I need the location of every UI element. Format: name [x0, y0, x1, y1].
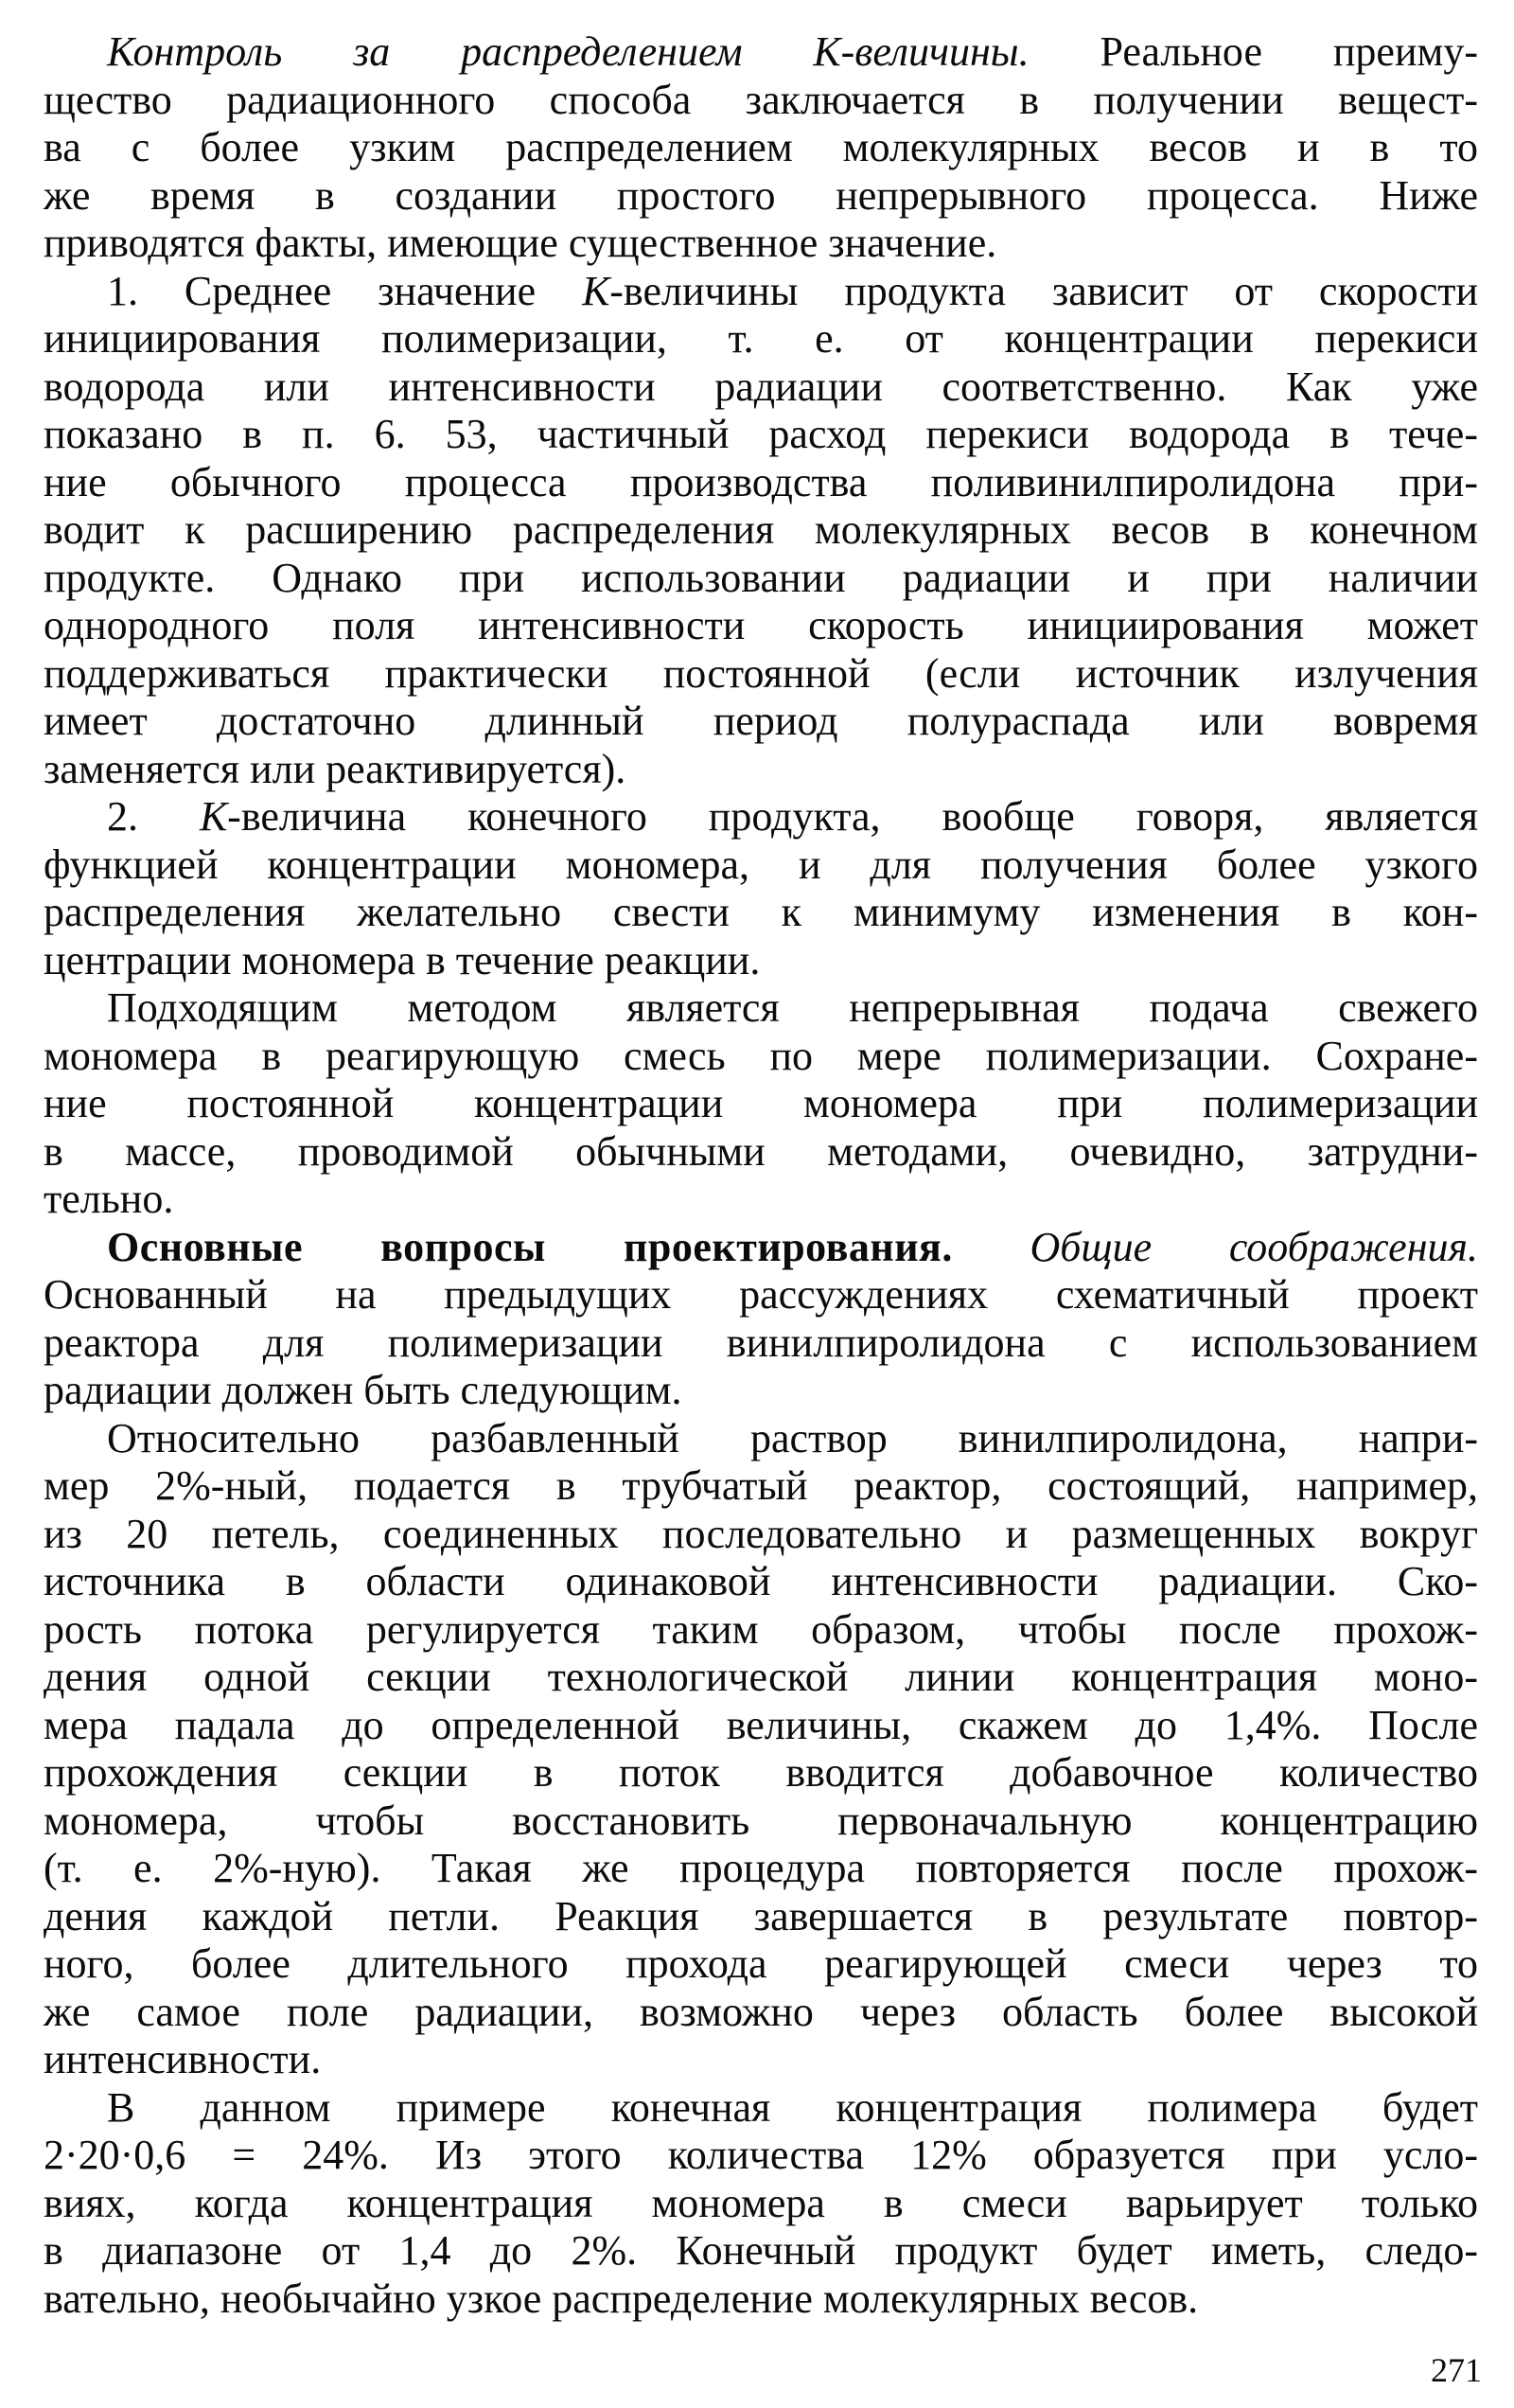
- text-segment: Общие соображения.: [952, 1223, 1478, 1270]
- text-line: [44, 77, 1478, 125]
- text-segment: Реальное преиму-: [1029, 28, 1478, 75]
- text-segment: водорода или интенсивности радиации соответственно. Как уже: [44, 363, 1478, 410]
- text-segment: Подходящим методом является непрерывная подача свежего: [107, 984, 1478, 1031]
- text-segment: Основанный на предыдущих рассуждениях схематичный проект: [44, 1271, 1478, 1318]
- text-segment: щество радиационного способа заключается в получении вещест-: [44, 76, 1478, 123]
- text-segment: К: [582, 267, 610, 314]
- text-line: [44, 1606, 1478, 1655]
- text-segment: Контроль за распределением К-величины.: [107, 28, 1030, 75]
- text-line: [44, 124, 1478, 172]
- text-line: [44, 1940, 1478, 1989]
- text-segment: же время в создании простого непрерывного процесса. Ниже: [44, 171, 1478, 219]
- text-segment: водит к расширению распределения молекулярных весов в конечном: [44, 506, 1478, 553]
- text-segment: В данном примере конечная концентрация полимера будет: [107, 2083, 1478, 2131]
- text-line: [44, 2227, 1478, 2275]
- text-line: [44, 650, 1478, 699]
- text-line: [44, 937, 1478, 985]
- text-segment: поддерживаться практически постоянной (если источник излучения: [44, 649, 1478, 697]
- text-line: [44, 363, 1478, 412]
- text-segment: вательно, необычайно узкое распределение молекулярных весов.: [44, 2275, 1199, 2322]
- text-segment: (т. е. 2%-ную). Такая же процедура повторяется после прохож-: [44, 1845, 1478, 1891]
- text-line: [44, 220, 1478, 268]
- text-segment: ва с более узким распределением молекулярных весов и в то: [44, 124, 1478, 170]
- text-segment: Основные вопросы проектирования.: [107, 1223, 953, 1270]
- text-segment: ние постоянной концентрации мономера при полимеризации: [44, 1080, 1478, 1126]
- text-line: [44, 698, 1478, 746]
- text-segment: показано в п. 6. 53, частичный расход перекиси водорода в тече-: [44, 411, 1478, 457]
- text-line: [44, 2132, 1478, 2180]
- text-segment: центрации мономера в течение реакции.: [44, 936, 761, 983]
- text-segment: прохождения секции в поток вводится добавочное количество: [44, 1749, 1478, 1796]
- text-line: [44, 746, 1478, 794]
- text-block: [44, 28, 1478, 2323]
- text-line: [44, 1080, 1478, 1128]
- text-segment: источника в области одинаковой интенсивности радиации. Ско-: [44, 1558, 1478, 1604]
- text-line: [44, 2036, 1478, 2084]
- text-segment: продукте. Однако при использовании радиации и при наличии: [44, 554, 1478, 601]
- text-segment: -величина конечного продукта, вообще говоря, является: [227, 793, 1479, 840]
- text-segment: рость потока регулируется таким образом, чтобы после прохож-: [44, 1605, 1478, 1653]
- text-line: [44, 1797, 1478, 1846]
- text-line: [44, 1749, 1478, 1797]
- text-segment: в массе, проводимой обычными методами, очевидно, затрудни-: [44, 1127, 1478, 1175]
- text-line: [44, 2180, 1478, 2228]
- text-segment: ного, более длительного прохода реагирующей смеси через то: [44, 1940, 1478, 1987]
- text-segment: интенсивности.: [44, 2036, 322, 2082]
- text-line: [44, 1224, 1478, 1272]
- text-line: [44, 1654, 1478, 1702]
- text-line: [44, 1415, 1478, 1463]
- text-line: [44, 506, 1478, 555]
- text-line: [44, 1845, 1478, 1893]
- text-line: [44, 1271, 1478, 1319]
- text-segment: -величины продукта зависит от скорости: [609, 267, 1478, 314]
- text-segment: мер 2%-ный, подается в трубчатый реактор, состоящий, например,: [44, 1462, 1478, 1509]
- text-line: [44, 889, 1478, 937]
- text-line: [44, 1893, 1478, 1941]
- text-segment: же самое поле радиации, возможно через область более высокой: [44, 1988, 1478, 2035]
- text-segment: мономера в реагирующую смесь по мере полимеризации. Сохране-: [44, 1032, 1478, 1079]
- text-segment: дения каждой петли. Реакция завершается в результате повтор-: [44, 1892, 1478, 1939]
- text-segment: мономера, чтобы восстановить первоначальную концентрацию: [44, 1797, 1478, 1844]
- text-line: [44, 1367, 1478, 1415]
- text-segment: 2·20·0,6 = 24%. Из этого количества 12% образуется при усло-: [44, 2132, 1478, 2178]
- text-line: [44, 1511, 1478, 1559]
- text-line: [44, 1558, 1478, 1606]
- text-line: [44, 2275, 1478, 2324]
- text-segment: 1. Среднее значение: [107, 267, 583, 314]
- text-segment: Относительно разбавленный раствор винилпиролидона, напри-: [107, 1414, 1478, 1461]
- text-line: [44, 411, 1478, 459]
- text-segment: из 20 петель, соединенных последовательно и размещенных вокруг: [44, 1510, 1478, 1557]
- text-line: [44, 1128, 1478, 1177]
- text-segment: распределения желательно свести к минимуму изменения в кон-: [44, 889, 1478, 935]
- text-line: [44, 602, 1478, 650]
- text-line: [44, 984, 1478, 1033]
- text-line: [44, 1033, 1478, 1081]
- text-segment: 2.: [107, 793, 200, 840]
- text-segment: тельно.: [44, 1176, 174, 1222]
- text-segment: дения одной секции технологической линии концентрация моно-: [44, 1654, 1478, 1700]
- text-segment: приводятся факты, имеющие существенное значение.: [44, 220, 997, 266]
- text-segment: имеет достаточно длинный период полураспада или вовремя: [44, 698, 1478, 744]
- text-line: [44, 1702, 1478, 1750]
- text-line: [44, 28, 1478, 77]
- text-segment: заменяется или реактивируется).: [44, 745, 626, 792]
- text-segment: инициирования полимеризации, т. е. от концентрации перекиси: [44, 315, 1478, 362]
- text-line: [44, 459, 1478, 507]
- page-number: 271: [1431, 2351, 1482, 2389]
- text-line: [44, 555, 1478, 603]
- text-line: [44, 2084, 1478, 2133]
- text-line: [44, 315, 1478, 363]
- text-line: [44, 268, 1478, 316]
- text-line: [44, 1462, 1478, 1511]
- text-line: [44, 172, 1478, 221]
- text-line: [44, 793, 1478, 841]
- text-segment: К: [199, 793, 228, 840]
- text-segment: ние обычного процесса производства поливинилпиролидона при-: [44, 458, 1478, 505]
- text-line: [44, 1319, 1478, 1368]
- text-segment: реактора для полимеризации винилпиролидона с использованием: [44, 1319, 1478, 1366]
- text-line: [44, 1989, 1478, 2037]
- text-segment: радиации должен быть следующим.: [44, 1367, 682, 1413]
- text-segment: виях, когда концентрация мономера в смеси варьирует только: [44, 2179, 1478, 2226]
- text-line: [44, 1176, 1478, 1224]
- text-line: [44, 841, 1478, 890]
- text-segment: функцией концентрации мономера, и для получения более узкого: [44, 841, 1478, 888]
- text-segment: однородного поля интенсивности скорость инициирования может: [44, 602, 1478, 648]
- text-segment: в диапазоне от 1,4 до 2%. Конечный продукт будет иметь, следо-: [44, 2227, 1478, 2274]
- text-segment: мера падала до определенной величины, скажем до 1,4%. После: [44, 1701, 1478, 1748]
